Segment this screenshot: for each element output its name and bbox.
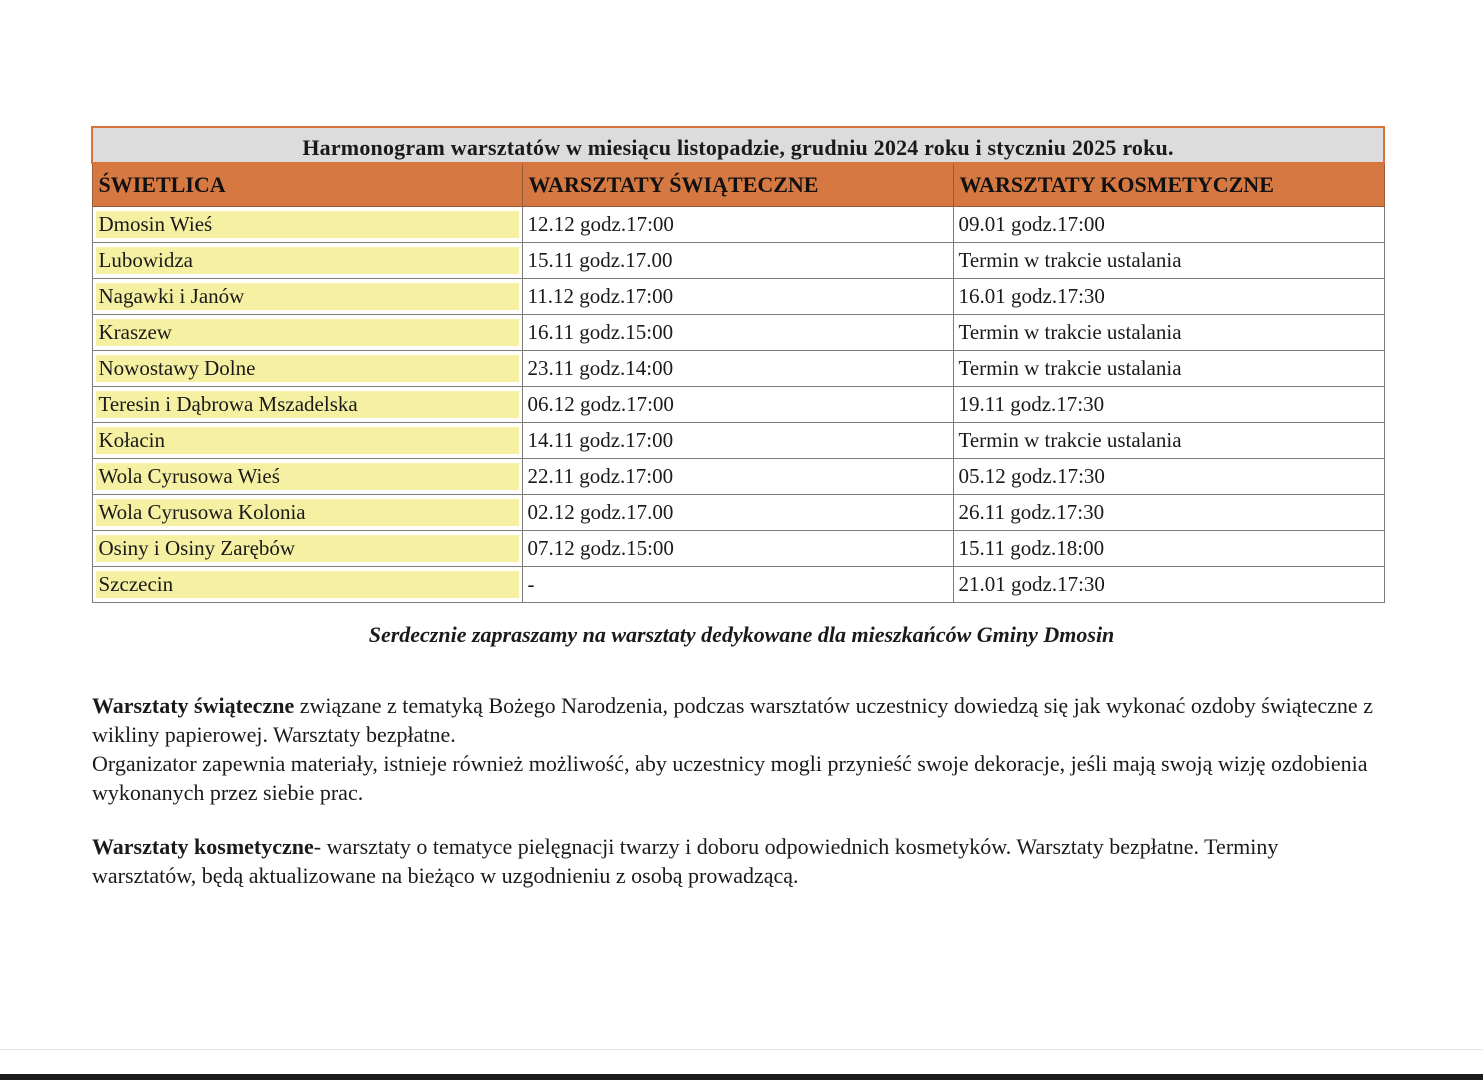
- table-row: [92, 315, 1384, 351]
- christmas-date-cell: -: [522, 567, 953, 603]
- place-name: Kraszew: [96, 319, 519, 346]
- christmas-date-cell: 06.12 godz.17:00: [522, 387, 953, 423]
- christmas-date-cell: 22.11 godz.17:00: [522, 459, 953, 495]
- cosmetic-date-cell: 26.11 godz.17:30: [953, 495, 1384, 531]
- place-cell: [92, 279, 522, 315]
- place-name: Szczecin: [96, 571, 519, 598]
- christmas-workshop-heading: Warsztaty świąteczne: [92, 693, 295, 718]
- header-swietlica: ŚWIETLICA: [92, 163, 522, 207]
- place-name: Nagawki i Janów: [96, 283, 519, 310]
- christmas-date-cell: 07.12 godz.15:00: [522, 531, 953, 567]
- place-cell: [92, 495, 522, 531]
- table-row: [92, 423, 1384, 459]
- christmas-workshop-description: [92, 691, 1382, 807]
- place-cell: [92, 207, 522, 243]
- table-row: [92, 531, 1384, 567]
- cosmetic-workshop-description: [92, 832, 1382, 890]
- place-name: Nowostawy Dolne: [96, 355, 519, 382]
- cosmetic-date-cell: 15.11 godz.18:00: [953, 531, 1384, 567]
- table-row: [92, 243, 1384, 279]
- cosmetic-date-cell: 16.01 godz.17:30: [953, 279, 1384, 315]
- table-row: [92, 207, 1384, 243]
- place-name: Wola Cyrusowa Kolonia: [96, 499, 519, 526]
- scan-bottom-edge: [0, 1074, 1483, 1080]
- place-cell: [92, 351, 522, 387]
- scan-divider: [0, 1049, 1483, 1050]
- table-row: [92, 387, 1384, 423]
- cosmetic-date-cell: 09.01 godz.17:00: [953, 207, 1384, 243]
- cosmetic-workshop-heading: Warsztaty kosmetyczne: [92, 834, 314, 859]
- header-warsztaty-swiateczne: WARSZTATY ŚWIĄTECZNE: [522, 163, 953, 207]
- place-cell: [92, 315, 522, 351]
- christmas-date-cell: 16.11 godz.15:00: [522, 315, 953, 351]
- christmas-date-cell: 11.12 godz.17:00: [522, 279, 953, 315]
- cosmetic-date-cell: Termin w trakcie ustalania: [953, 423, 1384, 459]
- cosmetic-date-cell: Termin w trakcie ustalania: [953, 243, 1384, 279]
- cosmetic-date-cell: 21.01 godz.17:30: [953, 567, 1384, 603]
- place-cell: [92, 567, 522, 603]
- place-cell: [92, 387, 522, 423]
- place-name: Dmosin Wieś: [96, 211, 519, 238]
- christmas-date-cell: 12.12 godz.17:00: [522, 207, 953, 243]
- place-cell: [92, 243, 522, 279]
- christmas-workshop-text-2: Organizator zapewnia materiały, istnieje również możliwość, aby uczestnicy mogli przynieść swoje dekoracje, jeśli mają swoją wizję ozdobienia wykonanych przez siebie prac.: [92, 751, 1368, 805]
- table-header-row: [92, 163, 1384, 207]
- christmas-date-cell: 15.11 godz.17.00: [522, 243, 953, 279]
- workshop-schedule-table: [91, 126, 1385, 603]
- cosmetic-date-cell: Termin w trakcie ustalania: [953, 351, 1384, 387]
- cosmetic-date-cell: 19.11 godz.17:30: [953, 387, 1384, 423]
- cosmetic-date-cell: Termin w trakcie ustalania: [953, 315, 1384, 351]
- place-name: Kołacin: [96, 427, 519, 454]
- christmas-workshop-text-1: związane z tematyką Bożego Narodzenia, podczas warsztatów uczestnicy dowiedzą się jak wykonać ozdoby świąteczne z wikliny papierowej. Warsztaty bezpłatne.: [92, 693, 1373, 747]
- place-name: Wola Cyrusowa Wieś: [96, 463, 519, 490]
- cosmetic-date-cell: 05.12 godz.17:30: [953, 459, 1384, 495]
- christmas-date-cell: 02.12 godz.17.00: [522, 495, 953, 531]
- christmas-date-cell: 23.11 godz.14:00: [522, 351, 953, 387]
- place-cell: [92, 423, 522, 459]
- table-row: [92, 459, 1384, 495]
- christmas-date-cell: 14.11 godz.17:00: [522, 423, 953, 459]
- table-title: Harmonogram warsztatów w miesiącu listopadzie, grudniu 2024 roku i styczniu 2025 roku.: [92, 127, 1384, 163]
- table-row: [92, 567, 1384, 603]
- place-cell: [92, 459, 522, 495]
- place-name: Osiny i Osiny Zarębów: [96, 535, 519, 562]
- table-row: [92, 279, 1384, 315]
- place-cell: [92, 531, 522, 567]
- header-warsztaty-kosmetyczne: WARSZTATY KOSMETYCZNE: [953, 163, 1384, 207]
- table-row: [92, 495, 1384, 531]
- place-name: Teresin i Dąbrowa Mszadelska: [96, 391, 519, 418]
- table-row: [92, 351, 1384, 387]
- cosmetic-workshop-text: - warsztaty o tematyce pielęgnacji twarzy i doboru odpowiednich kosmetyków. Warsztaty bezpłatne. Terminy warsztatów, będą aktualizowane na bieżąco w uzgodnieniu z osobą prowadzącą.: [92, 834, 1279, 888]
- invitation-text: Serdecznie zapraszamy na warsztaty dedykowane dla mieszkańców Gminy Dmosin: [368, 622, 1115, 647]
- table-title-row: [92, 127, 1384, 163]
- place-name: Lubowidza: [96, 247, 519, 274]
